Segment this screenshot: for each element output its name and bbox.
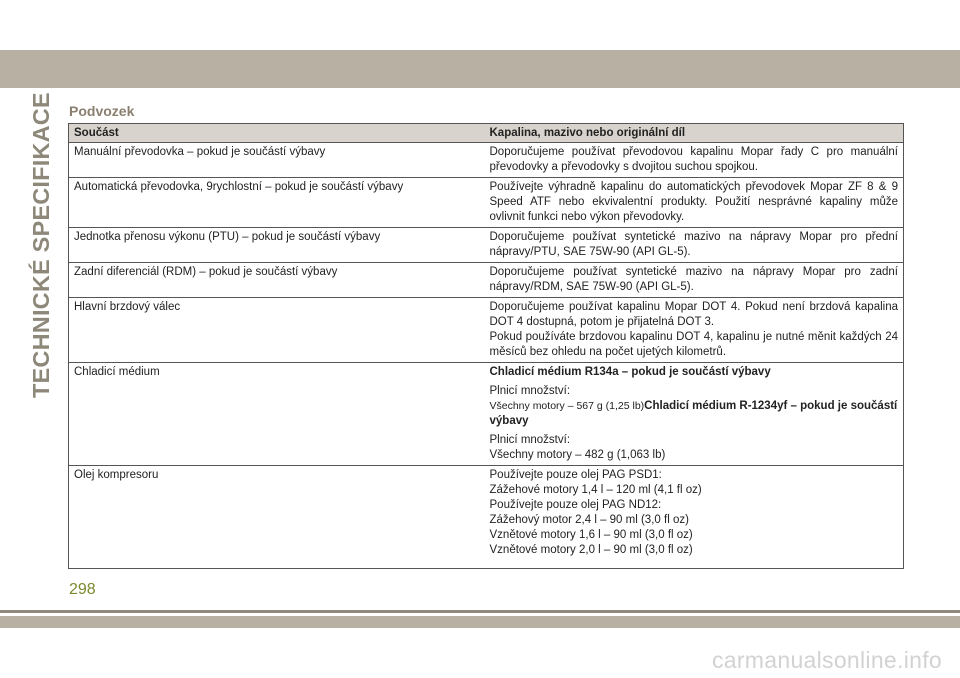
spec-cell: Doporučujeme používat převodovou kapalinu Mopar řady C pro manuální převodovky a převodovky s dvojitou suchou spojkou.	[485, 143, 904, 178]
chassis-fluids-table	[68, 123, 904, 569]
part-cell: Zadní diferenciál (RDM) – pokud je součástí výbavy	[69, 263, 485, 298]
table-row	[69, 263, 904, 298]
oil-line: Vznětové motory 2,0 l – 90 ml (3,0 fl oz)	[489, 544, 693, 556]
spec-paragraph: Doporučujeme používat kapalinu Mopar DOT 4. Pokud není brzdová kapalina DOT 4 dostupná, potom je přijatelná DOT 3.	[489, 301, 898, 328]
oil-line: Vznětové motory 1,6 l – 90 ml (3,0 fl oz)	[489, 529, 693, 541]
fill-label: Plnicí množství:	[489, 385, 571, 397]
column-header-part: Součást	[69, 124, 485, 143]
part-cell: Chladicí médium	[69, 363, 485, 466]
spec-cell: Doporučujeme používat syntetické mazivo na nápravy Mopar pro zadní nápravy/RDM, SAE 75W-90 (API GL-5).	[485, 263, 904, 298]
bottom-rule	[0, 610, 960, 613]
section-title: Podvozek	[69, 103, 135, 119]
oil-line: Používejte pouze olej PAG ND12:	[489, 499, 662, 511]
fill-value-row	[490, 399, 899, 429]
fill-value: Všechny motory – 567 g (1,25 lb)	[489, 400, 645, 412]
chapter-side-title: TECHNICKÉ SPECIFIKACE	[28, 92, 54, 398]
table-row	[69, 178, 904, 228]
part-cell: Hlavní brzdový válec	[69, 298, 485, 363]
top-decorative-band	[0, 50, 960, 88]
bottom-decorative-band	[0, 616, 960, 628]
page-number: 298	[69, 581, 96, 598]
part-cell: Jednotka přenosu výkonu (PTU) – pokud je součástí výbavy	[69, 228, 485, 263]
oil-line: Zážehové motory 1,4 l – 120 ml (4,1 fl oz)	[489, 484, 702, 496]
oil-line: Používejte pouze olej PAG PSD1:	[489, 469, 662, 481]
table-row	[69, 466, 904, 569]
watermark: carmanualsonline.info	[711, 647, 942, 673]
spec-cell	[485, 466, 904, 569]
spec-paragraph: Pokud používáte brzdovou kapalinu DOT 4, kapalinu je nutné měnit každých 24 měsíců bez ohledu na počet ujetých kilometrů.	[489, 331, 898, 358]
spec-cell	[485, 298, 904, 363]
fill-value: Všechny motory – 482 g (1,063 lb)	[489, 449, 666, 461]
spec-cell: Používejte výhradně kapalinu do automatických převodovek Mopar ZF 8 & 9 Speed ATF nebo ekvivalentní produkty. Použití nesprávné kapaliny může ovlivnit funkci nebo výkon převodovky.	[485, 178, 904, 228]
fill-label: Plnicí množství:	[489, 434, 571, 446]
column-header-spec: Kapalina, mazivo nebo originální díl	[485, 124, 904, 143]
table-row	[69, 228, 904, 263]
refrigerant-heading: Chladicí médium R134a – pokud je součástí výbavy	[489, 366, 771, 378]
part-cell: Manuální převodovka – pokud je součástí výbavy	[69, 143, 485, 178]
refrigerant-heading: Chladicí médium R-1234yf – pokud je součástí výbavy	[489, 400, 898, 427]
part-cell: Olej kompresoru	[69, 466, 485, 569]
table-header-row	[69, 124, 904, 143]
part-cell: Automatická převodovka, 9rychlostní – pokud je součástí výbavy	[69, 178, 485, 228]
spec-cell: Doporučujeme používat syntetické mazivo na nápravy Mopar pro přední nápravy/PTU, SAE 75W-90 (API GL-5).	[485, 228, 904, 263]
table-row	[69, 298, 904, 363]
spec-cell	[485, 363, 904, 466]
table-row	[69, 143, 904, 178]
oil-line: Zážehový motor 2,4 l – 90 ml (3,0 fl oz)	[489, 514, 689, 526]
table-row	[69, 363, 904, 466]
